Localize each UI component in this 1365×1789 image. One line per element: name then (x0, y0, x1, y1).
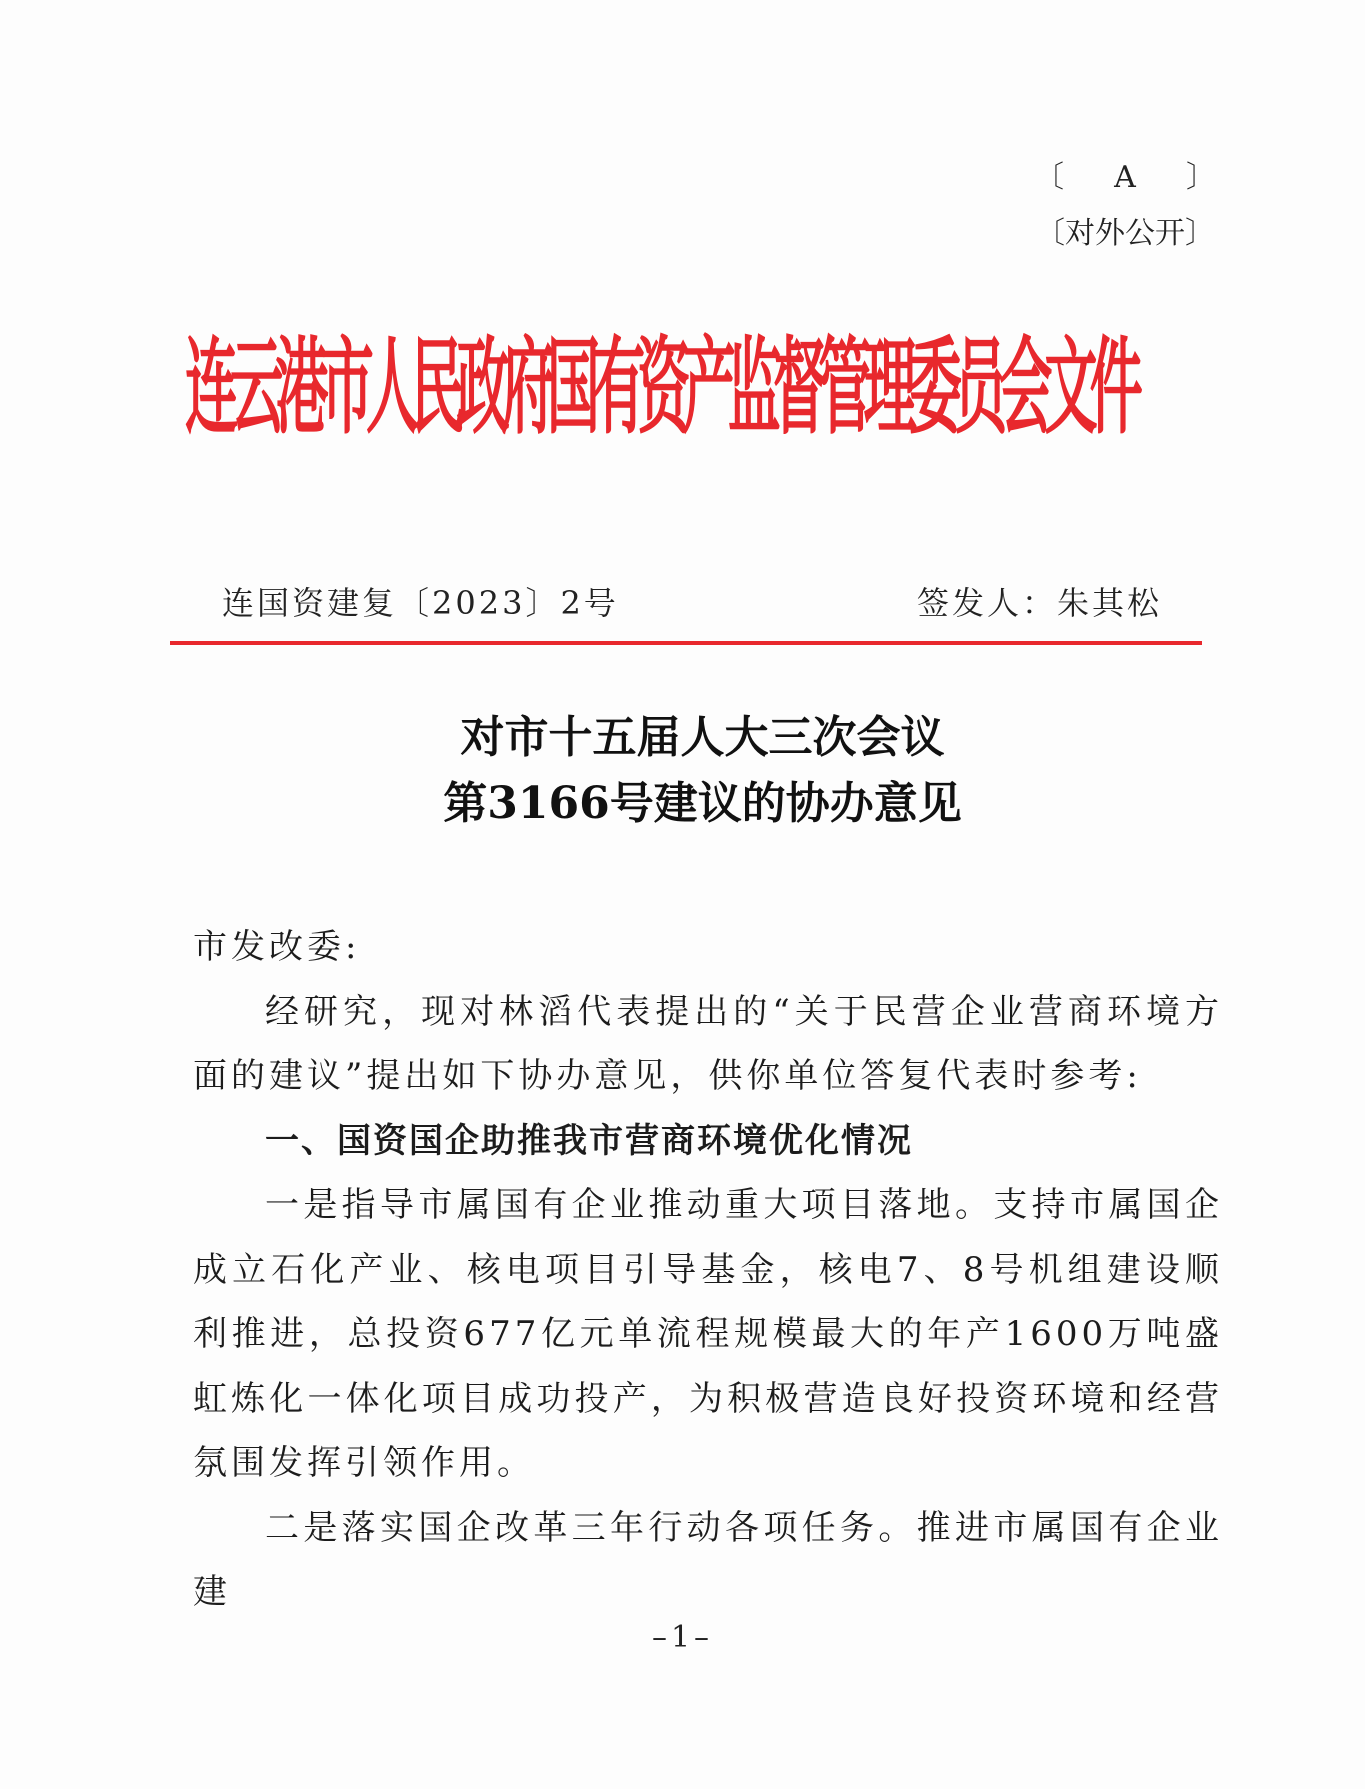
page-number: –1– (651, 1620, 714, 1655)
disclosure-label: 〔对外公开〕 (1035, 216, 1215, 251)
document-body (193, 915, 1223, 1625)
secrecy-grade (1030, 150, 1220, 206)
salutation: 市发改委: (193, 927, 361, 967)
section-heading-1: 一、国资国企助推我市营商环境优化情况 (265, 1120, 913, 1161)
paragraph-1: 一是指导市属国有企业推动重大项目落地。支持市属国企成立石化产业、核电项目引导基金，核电7、8号机组建设顺利推进，总投资677亿元单流程规模最大的年产1600万吨盛虹炼化一体化项目成功投产，为积极营造良好投资环境和经营氛围发挥引领作用。 (193, 1185, 1223, 1483)
title-line-1: 对市十五届人大三次会议 (460, 712, 945, 763)
signer: 签发人：朱其松 (916, 584, 1162, 622)
classification-block (1030, 150, 1220, 262)
grade-bracket-close: 〕 (1185, 160, 1216, 195)
document-meta-row (222, 578, 1162, 624)
grade-bracket-open: 〔 (1034, 160, 1064, 195)
issuing-authority-header (185, 318, 1195, 458)
grade-letter: A (1114, 160, 1136, 195)
red-divider-line (170, 641, 1202, 645)
intro-paragraph: 经研究，现对林滔代表提出的“关于民营企业营商环境方面的建议”提出如下协办意见，供你单位答复代表时参考: (193, 991, 1223, 1096)
document-title (0, 705, 1365, 837)
paragraph-2: 二是落实国企改革三年行动各项任务。推进市属国有企业建 (193, 1507, 1223, 1612)
issuer-title: 连云港市人民政府国有资产监督管理委员会文件 (185, 326, 1136, 450)
document-number: 连国资建复〔2023〕2号 (222, 584, 619, 622)
title-line-2: 第3166号建议的协办意见 (443, 778, 962, 829)
